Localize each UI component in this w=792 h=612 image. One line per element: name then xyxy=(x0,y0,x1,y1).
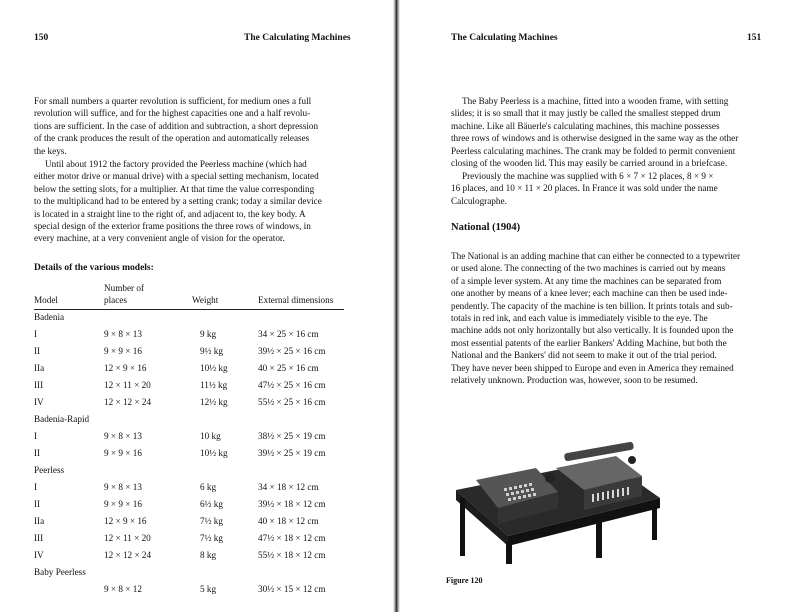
paragraph xyxy=(451,95,761,169)
cell-weight: 6½ kg xyxy=(200,499,223,509)
cell-model: II xyxy=(34,448,41,458)
cell-model: IV xyxy=(34,397,44,407)
cell-model: IIa xyxy=(34,363,45,373)
table-row xyxy=(34,482,344,496)
cell-weight: 10½ kg xyxy=(200,448,228,458)
text-line: every machine, at a very convenient angle of vision for the operator. xyxy=(34,233,285,244)
cell-places: 12 × 9 × 16 xyxy=(104,516,147,526)
running-head: The Calculating Machines xyxy=(451,33,558,43)
cell-dimensions: 39½ × 25 × 16 cm xyxy=(258,346,326,356)
cell-places: 9 × 8 × 12 xyxy=(104,584,142,594)
cell-dimensions: 39½ × 25 × 19 cm xyxy=(258,448,326,458)
cell-dimensions: 47½ × 18 × 12 cm xyxy=(258,533,326,543)
cell-model: I xyxy=(34,482,38,492)
cell-model: I xyxy=(34,431,38,441)
text-line: For small numbers a quarter revolution is sufficient, for medium ones a full xyxy=(34,96,312,106)
table-group-name: Peerless xyxy=(34,465,65,475)
text-line: slides; it is so small that it may justly be called the smallest stepped drum xyxy=(451,108,721,119)
page-number: 150 xyxy=(34,33,49,43)
text-line: to the multiplicand had to be entered by a setting crank; today a similar device xyxy=(34,196,322,207)
text-line: relatively unknown. Production was, however, soon to be resumed. xyxy=(451,375,698,386)
page-number: 151 xyxy=(747,33,762,43)
figure-caption: Figure 120 xyxy=(446,576,483,585)
cell-dimensions: 55½ × 25 × 16 cm xyxy=(258,397,326,407)
table-row xyxy=(34,448,344,462)
text-line: machine adds not only horizontally but also vertically. It is founded upon the xyxy=(451,325,734,336)
cell-places: 9 × 8 × 13 xyxy=(104,329,142,339)
table-group-name: Baby Peerless xyxy=(34,567,86,577)
cell-places: 12 × 11 × 20 xyxy=(104,533,151,543)
column-header-weight: Weight xyxy=(192,295,219,305)
paragraph xyxy=(34,95,344,157)
cell-model: II xyxy=(34,346,41,356)
cell-weight: 5 kg xyxy=(200,584,217,594)
text-line: The National is an adding machine that can either be connected to a typewriter xyxy=(451,251,741,261)
cell-weight: 10 kg xyxy=(200,431,221,441)
table-row xyxy=(34,516,344,530)
table-row xyxy=(34,397,344,411)
column-header-places: Number of places xyxy=(104,283,145,305)
table-rule xyxy=(34,309,344,310)
text-line: totals in red ink, and each value is immediately visible to the eye. The xyxy=(451,313,708,324)
cell-weight: 8 kg xyxy=(200,550,217,560)
text-line: either motor drive or manual drive) with a special setting mechanism, located xyxy=(34,171,319,182)
table-row xyxy=(34,346,344,360)
cell-dimensions: 38½ × 25 × 19 cm xyxy=(258,431,326,441)
text-line: pendently. The capacity of the machine is ten billion. It prints totals and sub- xyxy=(451,300,733,311)
cell-model: II xyxy=(34,499,41,509)
text-line: They have never been shipped to Europe and even in America they remained xyxy=(451,362,734,373)
text-line: of the crank produces the result of the operation and automatically releases xyxy=(34,133,310,144)
text-line: most essential patents of the earlier Bankers' Adding Machine, but both the xyxy=(451,337,727,348)
paragraph xyxy=(34,158,344,245)
table-row xyxy=(34,533,344,547)
cell-weight: 9½ kg xyxy=(200,346,223,356)
text-line: below the setting slots, for a multiplier. At that time the value corresponding xyxy=(34,183,315,194)
running-head: The Calculating Machines xyxy=(244,33,351,43)
table-row xyxy=(34,380,344,394)
table-row xyxy=(34,499,344,513)
cell-dimensions: 34 × 25 × 16 cm xyxy=(258,329,319,339)
book-spine xyxy=(393,0,400,612)
cell-weight: 11½ kg xyxy=(200,380,228,390)
text-line: National and the Bankers' did not seem to make it out of the trial period. xyxy=(451,350,717,361)
cell-model: III xyxy=(34,533,44,543)
text-line: tions are sufficient. In the case of addition and subtraction, a short depression xyxy=(34,120,319,131)
table-row xyxy=(34,431,344,445)
text-line: three rows of windows and is otherwise designed in the same way as the other xyxy=(451,133,739,144)
cell-dimensions: 34 × 18 × 12 cm xyxy=(258,482,319,492)
cell-model: IIa xyxy=(34,516,45,526)
left-page xyxy=(0,0,392,612)
cell-weight: 7½ kg xyxy=(200,533,223,543)
text-line: closing of the wooden lid. This may easily be carried around in a briefcase. xyxy=(451,158,728,169)
cell-model: III xyxy=(34,380,44,390)
cell-places: 12 × 12 × 24 xyxy=(104,550,152,560)
text-line: special design of the exterior frame positions the three rows of windows, in xyxy=(34,221,311,232)
adding-machine-photo-icon xyxy=(446,438,668,566)
cell-model: I xyxy=(34,329,38,339)
paragraph xyxy=(451,250,761,386)
cell-places: 9 × 9 × 16 xyxy=(104,499,142,509)
cell-dimensions: 55½ × 18 × 12 cm xyxy=(258,550,326,560)
cell-places: 12 × 12 × 24 xyxy=(104,397,152,407)
cell-weight: 9 kg xyxy=(200,329,217,339)
cell-places: 9 × 8 × 13 xyxy=(104,482,142,492)
cell-places: 9 × 8 × 13 xyxy=(104,431,142,441)
details-heading: Details of the various models: xyxy=(34,263,154,273)
table-row xyxy=(34,584,344,598)
text-line: is located in a straight line to the right of, and adjacent to, the key body. A xyxy=(34,208,306,219)
cell-places: 9 × 9 × 16 xyxy=(104,346,142,356)
table-group-name: Badenia-Rapid xyxy=(34,414,90,424)
text-line: the keys. xyxy=(34,145,67,156)
cell-dimensions: 30½ × 15 × 12 cm xyxy=(258,584,326,594)
text-line: one another by means of a knee lever; each machine can then be used inde- xyxy=(451,288,728,299)
cell-model: IV xyxy=(34,550,44,560)
text-line: revolution will suffice, and for the highest capacities one and a half revolu- xyxy=(34,108,311,119)
table-row xyxy=(34,550,344,564)
cell-places: 9 × 9 × 16 xyxy=(104,448,142,458)
cell-weight: 7½ kg xyxy=(200,516,223,526)
cell-dimensions: 40 × 18 × 12 cm xyxy=(258,516,319,526)
text-line: Peerless calculating machines. The crank may be folded to permit convenient xyxy=(451,145,736,156)
cell-weight: 12½ kg xyxy=(200,397,228,407)
table-row xyxy=(34,329,344,343)
paragraph xyxy=(451,170,761,207)
text-line: Calculographe. xyxy=(451,195,507,206)
column-header-dimensions: External dimensions xyxy=(258,295,334,305)
cell-weight: 10½ kg xyxy=(200,363,228,373)
text-line: Previously the machine was supplied with 6 × 7 × 12 places, 8 × 9 × xyxy=(462,171,714,181)
cell-places: 12 × 11 × 20 xyxy=(104,380,151,390)
text-line: Until about 1912 the factory provided the Peerless machine (which had xyxy=(45,159,307,169)
text-line: of a simple lever system. At any time the machines can be separated from xyxy=(451,275,722,286)
table-group-name: Badenia xyxy=(34,312,65,322)
cell-places: 12 × 9 × 16 xyxy=(104,363,147,373)
table-row xyxy=(34,363,344,377)
text-line: The Baby Peerless is a machine, fitted into a wooden frame, with setting xyxy=(462,96,729,106)
cell-weight: 6 kg xyxy=(200,482,217,492)
column-header-model: Model xyxy=(34,295,58,305)
section-heading: National (1904) xyxy=(451,222,521,233)
text-line: 16 places, and 10 × 11 × 20 places. In France it was sold under the name xyxy=(451,183,718,194)
text-line: or used alone. The connecting of the two machines is carried out by means xyxy=(451,263,726,274)
cell-dimensions: 39½ × 18 × 12 cm xyxy=(258,499,326,509)
cell-dimensions: 40 × 25 × 16 cm xyxy=(258,363,319,373)
cell-dimensions: 47½ × 25 × 16 cm xyxy=(258,380,326,390)
text-line: machine. Like all Bäuerle's calculating machines, this machine possesses xyxy=(451,120,720,131)
